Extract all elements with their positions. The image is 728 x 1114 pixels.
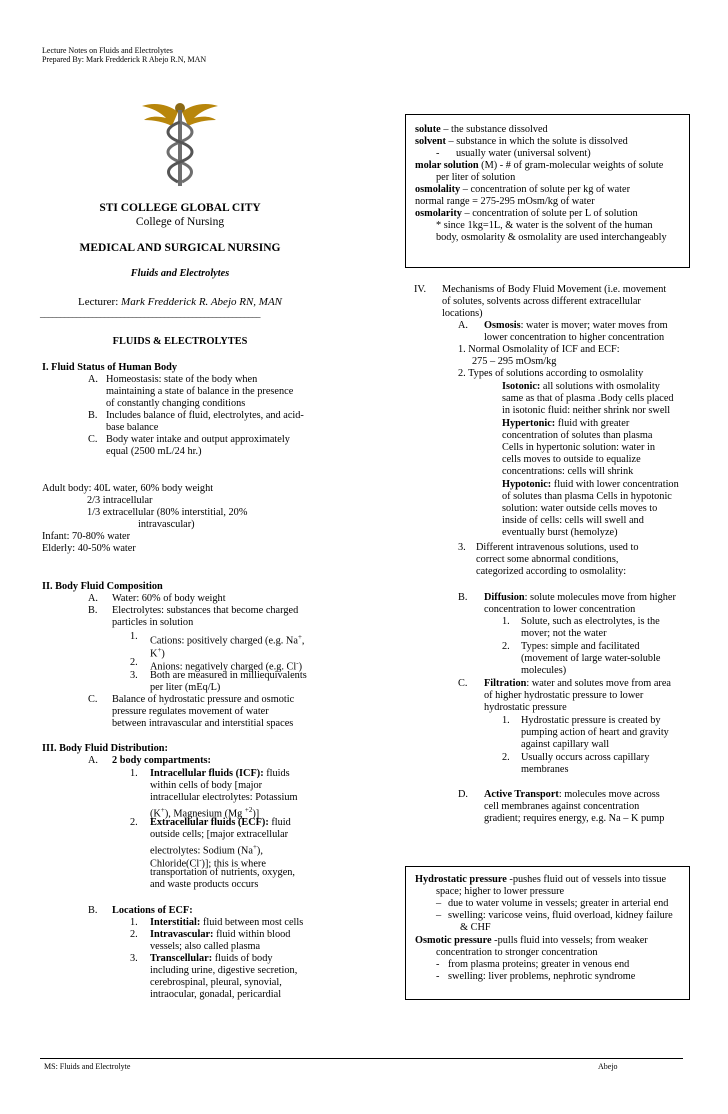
- text-line: Both are measured in milliequivalents: [150, 670, 307, 681]
- text-line: transportation of nutrients, oxygen,: [150, 867, 295, 878]
- footer-right: Abejo: [598, 1062, 618, 1071]
- text-line: space; higher to lower pressure: [436, 886, 565, 897]
- text-line: Different intravenous solutions, used to: [476, 542, 639, 553]
- text-line: Hypertonic: fluid with greater: [502, 418, 630, 429]
- text-line: intraocular, gonadal, pericardial: [150, 989, 282, 1000]
- text-line: Cations: positively charged (e.g. Na+,: [150, 633, 305, 647]
- item-label: A.: [88, 755, 99, 766]
- text-line: molecules): [521, 665, 567, 676]
- text-line: osmolality – concentration of solute per kg of water: [415, 184, 631, 195]
- text-line: * since 1kg=1L, & water is the solvent of the human: [436, 220, 653, 231]
- dash-bullet: -: [436, 959, 440, 970]
- text-line: due to water volume in vessels; greater in arterial end: [448, 898, 669, 909]
- text-line: in isotonic fluid: neither shrink nor swell: [502, 405, 671, 416]
- text-line: membranes: [521, 764, 569, 775]
- text-line: 1/3 extracellular (80% interstitial, 20%: [87, 507, 248, 518]
- item-label: IV.: [414, 284, 427, 295]
- item-label: 3.: [130, 953, 138, 964]
- text-line: Includes balance of fluid, electrolytes, and acid-: [106, 410, 304, 421]
- text-line: Hydrostatic pressure -pushes fluid out of vessels into tissue: [415, 874, 667, 885]
- text-line: intravascular): [138, 519, 195, 530]
- text-line: Elderly: 40-50% water: [42, 543, 136, 554]
- dash-bullet: –: [436, 910, 442, 921]
- college-name: STI COLLEGE GLOBAL CITY: [99, 202, 261, 214]
- text-line: Mechanisms of Body Fluid Movement (i.e. movement: [442, 284, 667, 295]
- text-line: correct some abnormal conditions,: [476, 554, 619, 565]
- item-label: 2.: [130, 817, 138, 828]
- footer-left: MS: Fluids and Electrolyte: [44, 1062, 131, 1071]
- text-line: pumping action of heart and gravity: [521, 727, 669, 738]
- text-line: Hypotonic: fluid with lower concentration: [502, 479, 679, 490]
- text-line: solvent – substance in which the solute is dissolved: [415, 136, 628, 147]
- text-line: Transcellular: fluids of body: [150, 953, 273, 964]
- text-line: including urine, digestive secretion,: [150, 965, 298, 976]
- text-line: concentration to stronger concentration: [436, 947, 598, 958]
- text-line: eventually burst (hemolyze): [502, 527, 618, 538]
- item-label: 1.: [502, 616, 510, 627]
- text-line: maintaining a state of balance in the presence: [106, 386, 294, 397]
- text-line: cell membranes against concentration: [484, 801, 640, 812]
- item-label: 1.: [130, 631, 138, 642]
- text-line: hydrostatic pressure: [484, 702, 567, 713]
- text-line: Intravascular: fluid within blood: [150, 929, 291, 940]
- text-line: within cells of body [major: [150, 780, 263, 791]
- text-line: Intracellular fluids (ICF): fluids: [150, 768, 290, 779]
- text-line: cerebrospinal, pleural, synovial,: [150, 977, 282, 988]
- text-line: per liter (mEq/L): [150, 682, 221, 693]
- text-line: Solute, such as electrolytes, is the: [521, 616, 660, 627]
- text-line: of higher hydrostatic pressure to lower: [484, 690, 644, 701]
- dash-bullet: –: [436, 898, 442, 909]
- text-line: K+): [150, 646, 165, 660]
- lecturer-line: Lecturer: Mark Fredderick R. Abejo RN, MAN: [77, 296, 283, 308]
- item-label: B.: [88, 605, 98, 616]
- text-line: gradient; requires energy, e.g. Na – K pump: [484, 813, 665, 824]
- text-line: solution: water outside cells moves to: [502, 503, 658, 514]
- text-line: 1. Normal Osmolality of ICF and ECF:: [458, 344, 620, 355]
- text-line: Homeostasis: state of the body when: [106, 374, 258, 385]
- item-label: B.: [88, 905, 98, 916]
- header-line-1: Lecture Notes on Fluids and Electrolytes: [42, 46, 173, 55]
- item-label: 3.: [458, 542, 466, 553]
- text-line: 2 body compartments:: [112, 755, 211, 766]
- text-line: Osmotic pressure -pulls fluid into vessels; from weaker: [415, 935, 648, 946]
- text-line: concentration to lower concentration: [484, 604, 636, 615]
- item-label: C.: [88, 434, 98, 445]
- item-label: B.: [458, 592, 468, 603]
- text-line: lower concentration to higher concentration: [484, 332, 665, 343]
- text-line: & CHF: [460, 922, 491, 933]
- header-line-2: Prepared By: Mark Fredderick R Abejo R.N, MAN: [42, 55, 207, 64]
- text-line: normal range = 275-295 mOsm/kg of water: [415, 196, 595, 207]
- college-subtitle: College of Nursing: [135, 216, 225, 228]
- item-label: 2.: [502, 641, 510, 652]
- item-label: 1.: [130, 917, 138, 928]
- text-line: Locations of ECF:: [112, 905, 193, 916]
- text-line: Types: simple and facilitated: [521, 641, 640, 652]
- text-line: pressure regulates movement of water: [112, 706, 269, 717]
- item-label: 3.: [130, 670, 138, 681]
- text-line: Extracellular fluids (ECF): fluid: [150, 817, 291, 828]
- text-line: Cells in hypertonic solution: water in: [502, 442, 656, 453]
- text-line: Electrolytes: substances that become charged: [112, 605, 299, 616]
- text-line: Interstitial: fluid between most cells: [150, 917, 304, 928]
- course-title: MEDICAL AND SURGICAL NURSING: [79, 242, 281, 254]
- text-line: vessels; also called plasma: [150, 941, 261, 952]
- text-line: mover; not the water: [521, 628, 607, 639]
- text-line: osmolarity – concentration of solute per L of solution: [415, 208, 638, 219]
- text-line: of constantly changing conditions: [106, 398, 246, 409]
- text-line: solute – the substance dissolved: [415, 124, 548, 135]
- text-line: equal (2500 mL/24 hr.): [106, 446, 202, 457]
- text-line: Balance of hydrostatic pressure and osmotic: [112, 694, 295, 705]
- text-line: Hydrostatic pressure is created by: [521, 715, 661, 726]
- text-line: base balance: [106, 422, 159, 433]
- text-line: intracellular electrolytes: Potassium: [150, 792, 298, 803]
- text-line: 2. Types of solutions according to osmolality: [458, 368, 644, 379]
- item-label: D.: [458, 789, 469, 800]
- text-line: 275 – 295 mOsm/kg: [472, 356, 557, 367]
- item-label: 1.: [502, 715, 510, 726]
- text-line: swelling: varicose veins, fluid overload, kidney failure: [448, 910, 673, 921]
- text-line: outside cells; [major extracellular: [150, 829, 289, 840]
- text-line: Chloride(Cl-)]; this is where: [150, 856, 266, 870]
- item-label: A.: [458, 320, 469, 331]
- item-label: 2.: [130, 657, 138, 668]
- section-title: FLUIDS & ELECTROLYTES: [112, 336, 248, 347]
- item-label: 2.: [502, 752, 510, 763]
- text-line: of solutes, solvents across different extracellular: [442, 296, 641, 307]
- text-line: Infant: 70-80% water: [42, 531, 131, 542]
- text-line: locations): [442, 308, 483, 319]
- text-line: concentrations: cells will shrink: [502, 466, 634, 477]
- text-line: body, osmolarity & osmolality are used interchangeably: [436, 232, 667, 243]
- text-line: Adult body: 40L water, 60% body weight: [42, 483, 214, 494]
- text-line: between intravascular and interstitial spaces: [112, 718, 294, 729]
- text-line: electrolytes: Sodium (Na+),: [150, 843, 263, 857]
- text-line: and waste products occurs: [150, 879, 259, 890]
- text-line: swelling: liver problems, nephrotic syndrome: [448, 971, 636, 982]
- text-line: same as that of plasma .Body cells placed: [502, 393, 674, 404]
- text-line: cells moves to outside to equalize: [502, 454, 641, 465]
- text-line: (movement of large water-soluble: [521, 653, 661, 664]
- item-label: 1.: [130, 768, 138, 779]
- text-line: Osmosis: water is mover; water moves from: [484, 320, 668, 331]
- item-label: C.: [88, 694, 98, 705]
- text-line: against capillary wall: [521, 739, 610, 750]
- text-line: from plasma proteins; greater in venous end: [448, 959, 630, 970]
- topic-title: Fluids and Electrolytes: [130, 268, 230, 279]
- text-line: 2/3 intracellular: [87, 495, 153, 506]
- item-label: 2.: [130, 929, 138, 940]
- item-label: A.: [88, 374, 99, 385]
- text-line: Anions: negatively charged (e.g. Cl-): [150, 659, 302, 673]
- caduceus-logo: [140, 98, 220, 188]
- text-line: Filtration: water and solutes move from area: [484, 678, 672, 689]
- item-label: A.: [88, 593, 99, 604]
- text-line: Active Transport: molecules move across: [484, 789, 660, 800]
- text-line: Diffusion: solute molecules move from higher: [484, 592, 676, 603]
- text-line: Isotonic: all solutions with osmolality: [502, 381, 660, 392]
- section-1-heading: I. Fluid Status of Human Body: [42, 362, 178, 373]
- footer-rule: [40, 1058, 683, 1059]
- section-2-heading: II. Body Fluid Composition: [42, 581, 163, 592]
- text-line: Water: 60% of body weight: [112, 593, 226, 604]
- dash-bullet: -: [436, 148, 440, 159]
- text-line: of solutes than plasma Cells in hypotonic: [502, 491, 672, 502]
- text-line: molar solution (M) - # of gram-molecular weights of solute: [415, 160, 664, 171]
- item-label: C.: [458, 678, 468, 689]
- item-label: B.: [88, 410, 98, 421]
- text-line: Usually occurs across capillary: [521, 752, 650, 763]
- title-rule: _______________________________________________________: [40, 309, 260, 319]
- text-line: per liter of solution: [436, 172, 516, 183]
- text-line: usually water (universal solvent): [456, 148, 591, 159]
- text-line: concentration of solutes than plasma: [502, 430, 653, 441]
- text-line: Body water intake and output approximately: [106, 434, 290, 445]
- section-3-heading: III. Body Fluid Distribution:: [42, 743, 168, 754]
- text-line: inside of cells: cells will swell and: [502, 515, 644, 526]
- dash-bullet: -: [436, 971, 440, 982]
- text-line: categorized according to osmolality:: [476, 566, 627, 577]
- text-line: (K+), Magnesium (Mg $^{+2}$)]: [150, 806, 260, 820]
- text-line: particles in solution: [112, 617, 194, 628]
